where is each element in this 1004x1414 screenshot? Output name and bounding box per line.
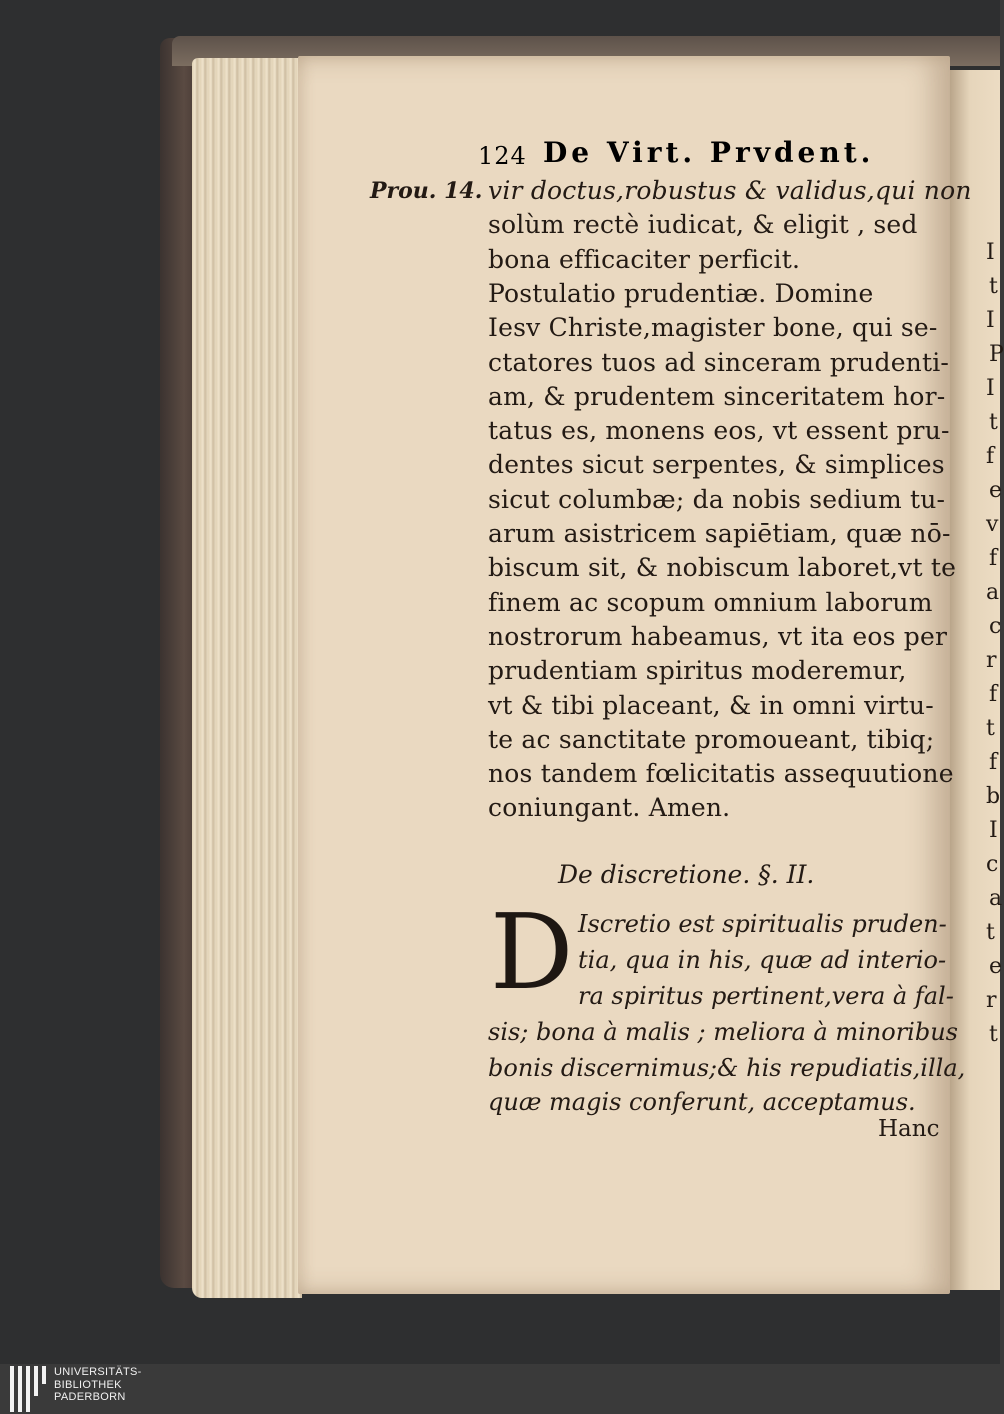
margin-note: Prou. 14.: [370, 178, 483, 204]
running-head: De Virt. Prvdent.: [543, 136, 875, 169]
facing-page-letter: b: [986, 784, 1001, 809]
text-line: vt & tibi placeant, & in omni virtu-: [488, 690, 934, 720]
text-line: solùm rectè iudicat, & eligit , sed: [488, 210, 918, 240]
facing-page-letter: f: [989, 750, 998, 775]
italic-line: Iscretio est spiritualis pruden-: [578, 910, 947, 938]
text-line: nos tandem fœlicitatis assequutione: [488, 759, 954, 789]
text-line: arum asistricem sapiētiam, quæ nō-: [488, 519, 951, 548]
page-edges: [192, 58, 302, 1298]
drop-cap: D: [490, 891, 574, 1013]
facing-page-letter: e: [989, 954, 1003, 979]
catchword: Hanc: [878, 1116, 940, 1142]
library-line-2: BIBLIOTHEK: [54, 1378, 122, 1391]
italic-line: sis; bona à malis ; meliora à minoribus: [488, 1018, 958, 1046]
facing-page-letter: e: [989, 478, 1003, 503]
facing-page-letter: t: [989, 274, 998, 299]
facing-page-letter: I: [989, 818, 998, 843]
text-line: nostrorum habeamus, vt ita eos per: [488, 621, 948, 651]
library-footer: [0, 1364, 1000, 1414]
text-line: prudentiam spiritus moderemur,: [488, 656, 907, 686]
facing-page-letter: r: [986, 648, 997, 673]
facing-page-letter: I: [986, 240, 995, 265]
text-line: sicut columbæ; da nobis sedium tu-: [488, 484, 946, 514]
text-line: Iesv Christe,magister bone, qui se-: [488, 313, 938, 343]
text-line: dentes sicut serpentes, & simplices: [488, 450, 945, 480]
text-line: tatus es, monens eos, vt essent pru-: [488, 416, 950, 446]
facing-page-letter: c: [986, 852, 999, 877]
facing-page-letter: r: [986, 988, 997, 1013]
facing-page-letter: c: [989, 614, 1002, 639]
italic-line: quæ magis conferunt, acceptamus.: [488, 1088, 916, 1116]
library-logo-icon: [10, 1366, 48, 1412]
text-line: finem ac scopum omnium laborum: [488, 587, 933, 617]
text-line: biscum sit, & nobiscum laboret,vt te: [488, 553, 957, 583]
text-line: bona efficaciter perficit.: [488, 244, 801, 274]
text-line: te ac sanctitate promoueant, tibiq;: [488, 724, 935, 754]
library-line-3: PADERBORN: [54, 1391, 126, 1403]
facing-page-letter: t: [986, 920, 995, 945]
facing-page-letter: v: [986, 512, 999, 537]
section-heading: De discretione. §. II.: [558, 860, 815, 889]
facing-page-letter: f: [986, 444, 995, 469]
italic-line: ra spiritus pertinent,vera à fal-: [578, 982, 954, 1010]
facing-page-letter: a: [986, 580, 1000, 605]
page-number: 124: [478, 142, 527, 170]
italic-line: bonis discernimus;& his repudiatis,illa,: [488, 1054, 966, 1082]
facing-page-letter: I: [986, 376, 995, 401]
facing-page-letter: t: [986, 716, 995, 741]
text-line: ctatores tuos ad sinceram prudenti-: [488, 347, 950, 377]
facing-page-letter: f: [989, 682, 998, 707]
text-line: vir doctus,robustus & validus,qui non: [488, 176, 972, 205]
facing-page-letter: t: [989, 1022, 998, 1047]
text-line: coniungant. Amen.: [488, 793, 731, 823]
facing-page-letter: I: [986, 308, 995, 333]
facing-page-letter: t: [989, 410, 998, 435]
facing-page-letter: P: [989, 342, 1004, 367]
text-line: Postulatio prudentiæ. Domine: [488, 278, 874, 308]
library-line-1: UNIVERSITÄTS-: [54, 1366, 142, 1378]
text-line: am, & prudentem sinceritatem hor-: [488, 381, 946, 411]
facing-page-letter: f: [989, 546, 998, 571]
library-name: [54, 1366, 142, 1404]
facing-page-letter: a: [989, 886, 1003, 911]
italic-line: tia, qua in his, quæ ad interio-: [578, 946, 947, 974]
